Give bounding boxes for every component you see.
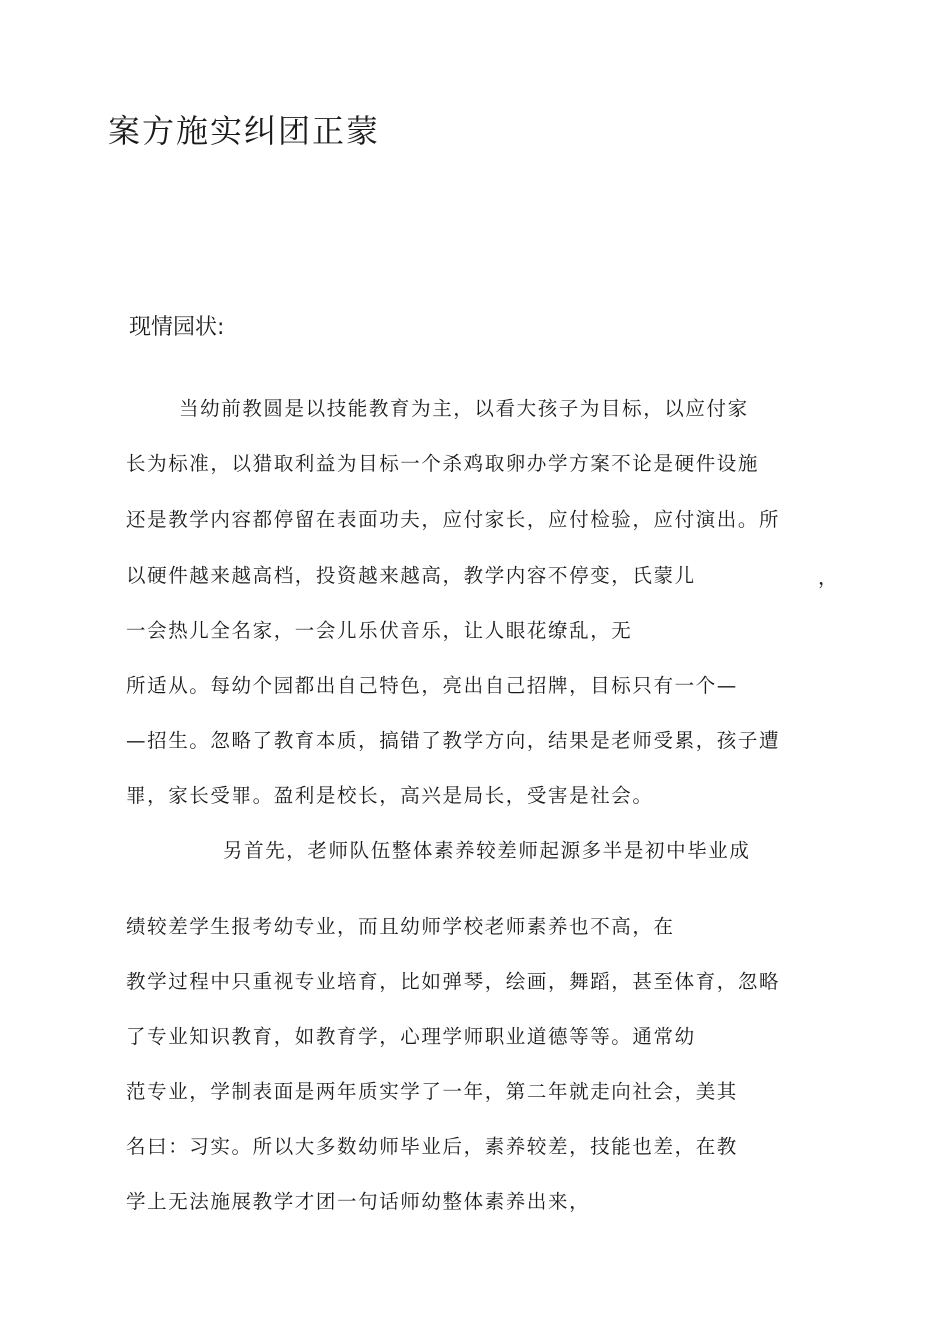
body-line: 学上无法施展教学才团一句话师幼整体素养出来， xyxy=(126,1190,591,1213)
body-line: —招生。忽略了教育本质，搞错了教学方向，结果是老师受累，孩子遭 xyxy=(126,729,781,752)
body-line: 所适从。每幼个园都出自己特色，亮出自己招牌，目标只有一个— xyxy=(126,674,738,697)
body-line: 以硬件越来越高档，投资越来越高，教学内容不停变，氏蒙儿 xyxy=(126,564,696,587)
body-line: 当幼前教圆是以技能教育为主，以看大孩子为目标，以应付家 xyxy=(179,397,749,420)
trailing-comma: ， xyxy=(818,566,838,589)
body-line: 了专业知识教育，如教育学，心理学师职业道德等等。通常幼 xyxy=(126,1025,696,1048)
body-line: 名曰：习实。所以大多数幼师毕业后，素养较差，技能也差，在教 xyxy=(126,1135,738,1158)
body-line: 范专业，学制表面是两年质实学了一年，第二年就走向社会，美其 xyxy=(126,1080,738,1103)
section-heading: 现情园状: xyxy=(129,315,225,340)
document-title: 案方施实纠团正蒙 xyxy=(108,112,381,150)
body-line: 罪，家长受罪。盈利是校长，高兴是局长，受害是社会。 xyxy=(126,784,654,807)
body-line: 长为标准，以猎取利益为目标一个杀鸡取卵办学方案不论是硬件设施 xyxy=(126,452,760,475)
body-line: 另首先，老师队伍整体素养较差师起源多半是初中毕业成 xyxy=(223,839,751,862)
body-line: 一会热儿全名家，一会儿乐伏音乐，让人眼花缭乱，无 xyxy=(126,619,633,642)
body-line: 绩较差学生报考幼专业，而且幼师学校老师素养也不高，在 xyxy=(126,915,675,938)
body-line: 还是教学内容都停留在表面功夫，应付家长，应付检验，应付演出。所 xyxy=(126,508,781,531)
body-line: 教学过程中只重视专业培育，比如弹琴，绘画，舞蹈，甚至体育，忽略 xyxy=(126,970,781,993)
